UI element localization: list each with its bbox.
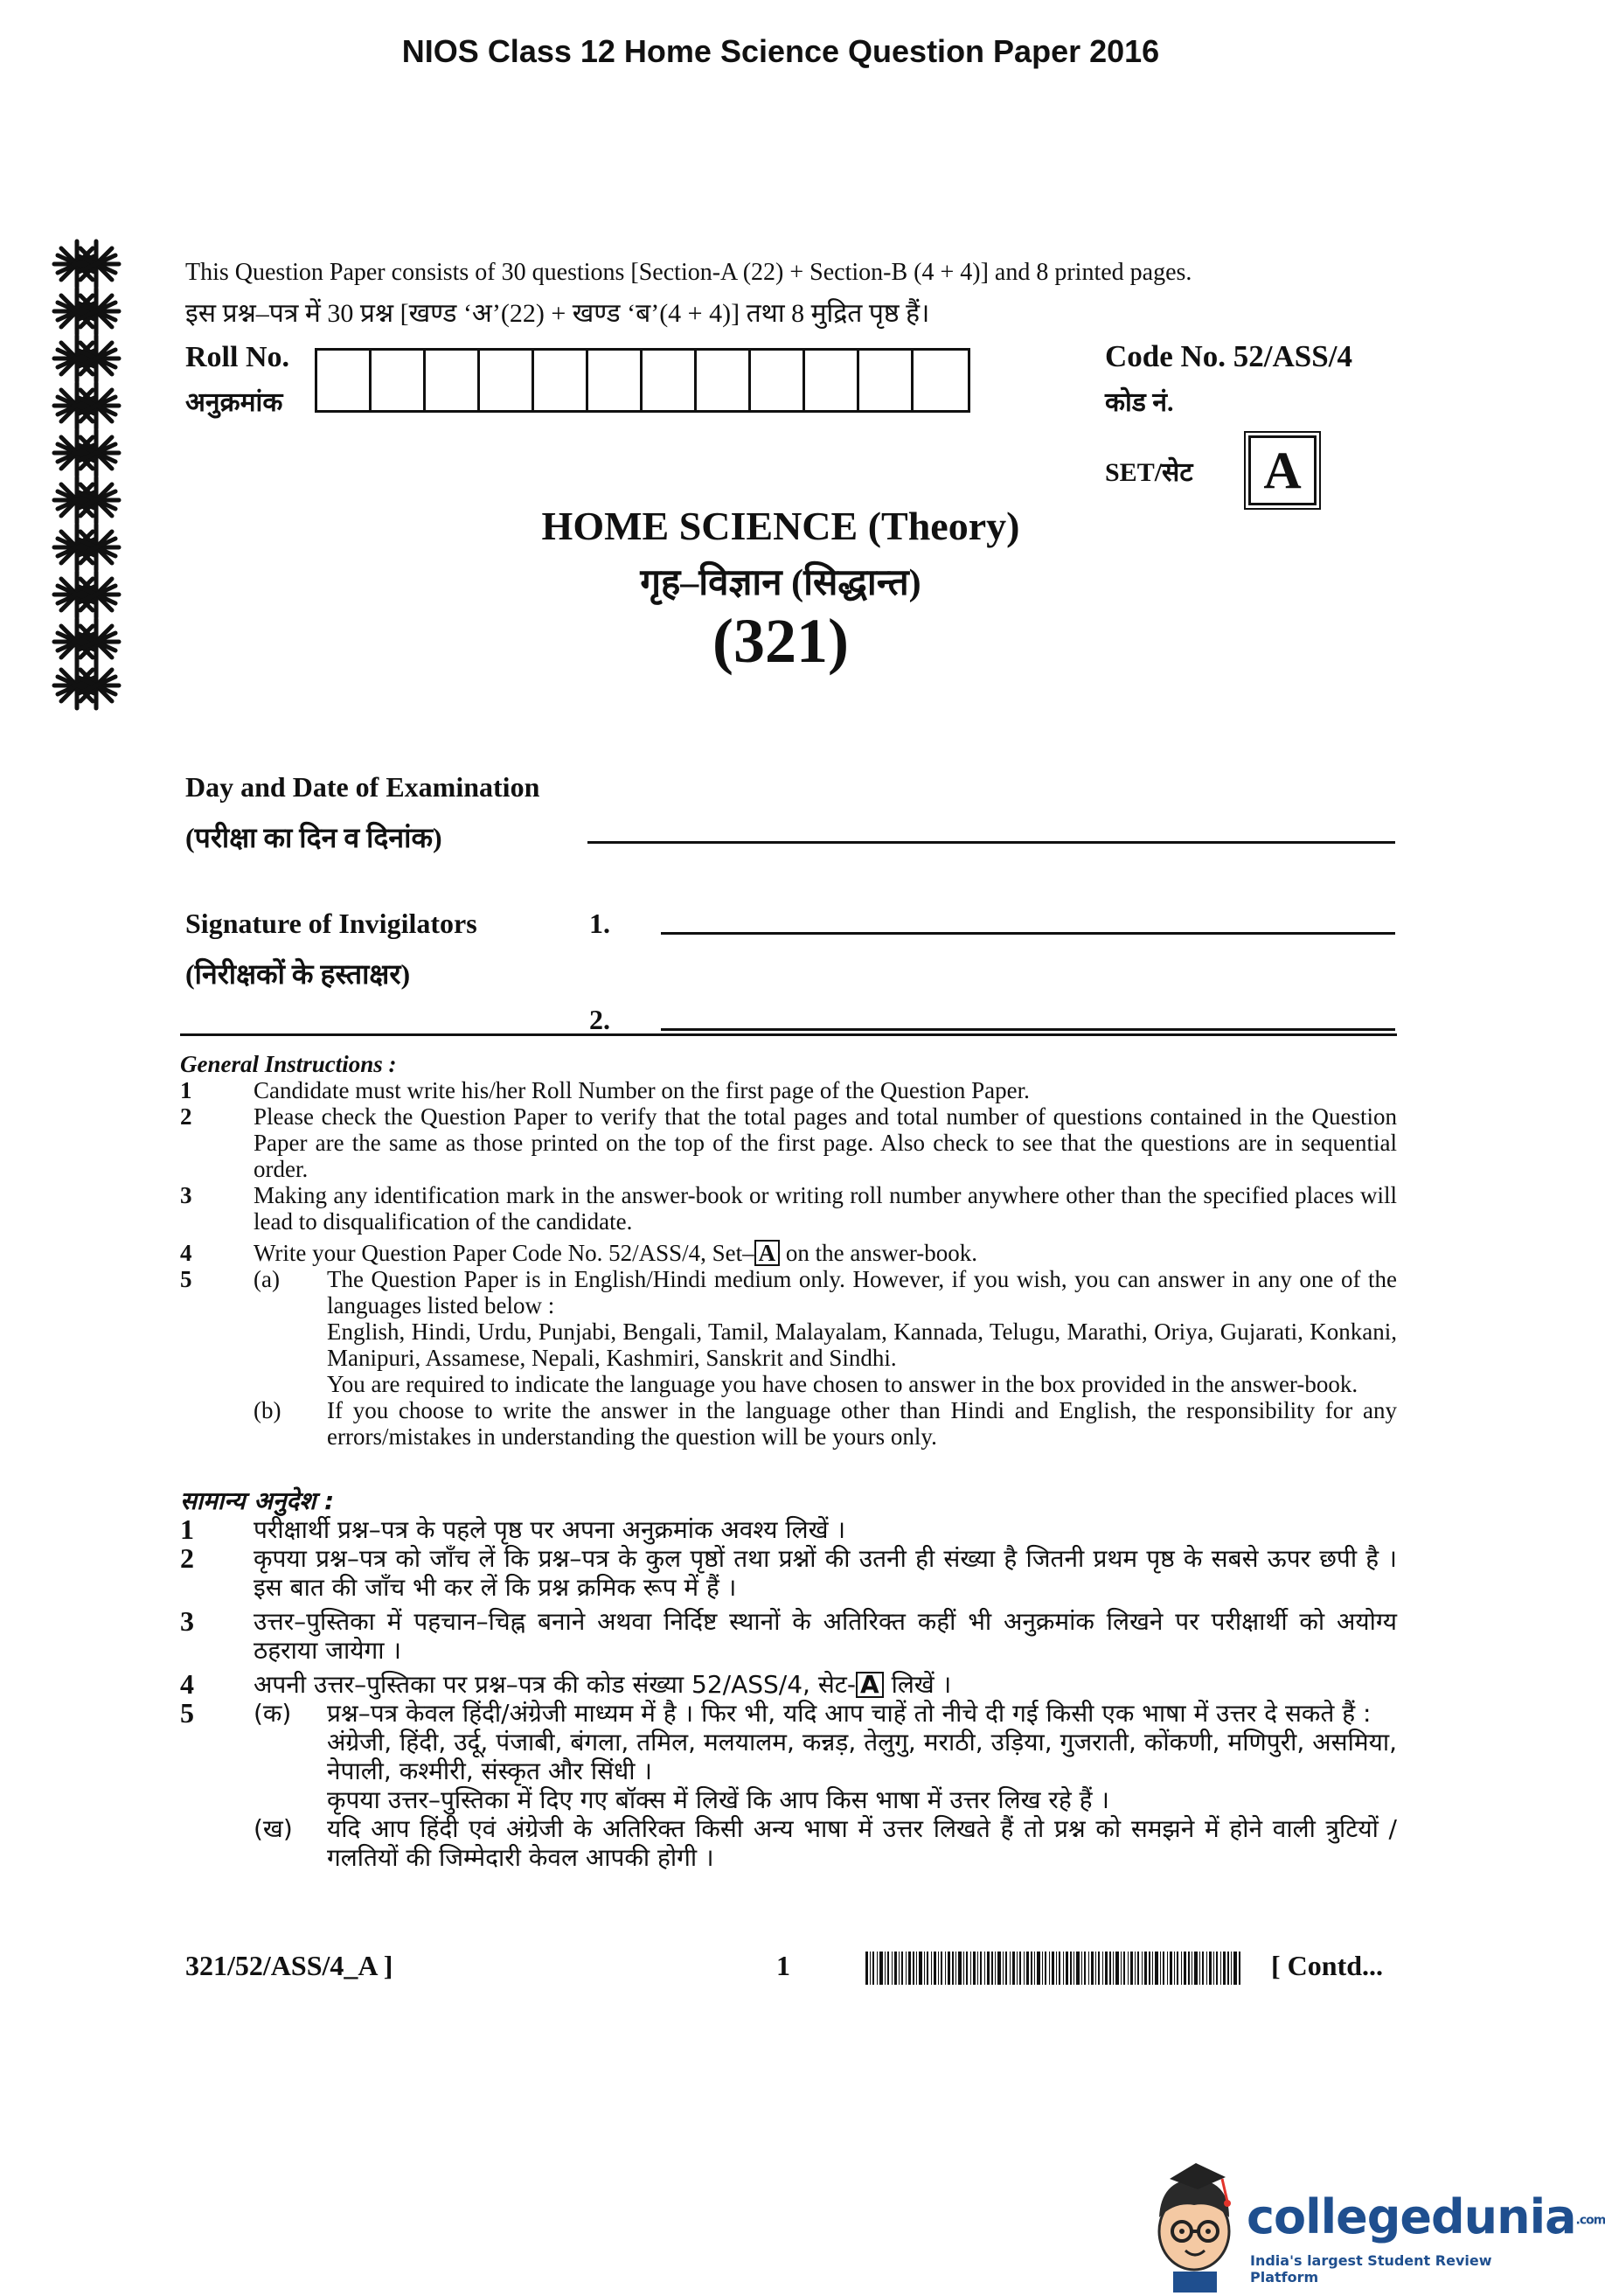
set-box-inline: A [856,1672,884,1698]
general-instructions-heading: General Instructions : [180,1051,397,1077]
instruction-item: 2 कृपया प्रश्न–पत्र को जाँच लें कि प्रश्न–पत्र के कुल पृष्ठों तथा प्रश्नों की उतनी ही संख्या है जितनी प्रथम पृष्ठ के सबसे ऊपर छपी है । इस बात की जाँच भी कर लें कि प्रश्न क्रमिक रूप में हैं । [180,1542,1397,1602]
footer-code: 321/52/ASS/4_A ] [185,1950,393,1981]
roll-digit-box[interactable] [914,351,968,410]
code-number-hi: कोड नं. [1105,388,1174,417]
subject-title-en [0,503,1561,549]
roll-digit-box[interactable] [372,351,426,410]
subject-name: HOME SCIENCE (Theory) [541,504,1020,548]
page-number: 1 [776,1950,790,1981]
roll-digit-box[interactable] [426,351,480,410]
roll-digit-box[interactable] [534,351,588,410]
brand-name: collegedunia [1247,2189,1576,2244]
brand-tagline: India's largest Student Review Platform [1250,2252,1492,2286]
day-date-label: Day and Date of Examination [185,771,540,803]
subject-code: (321) [712,606,849,676]
section-divider [180,1033,1397,1036]
banner-title: NIOS Class 12 Home Science Question Paper 2016 [401,33,1160,69]
day-date-label-hi: (परीक्षा का दिन व दिनांक) [185,822,442,853]
code-number: Code No. 52/ASS/4 [1105,339,1352,373]
collegedunia-logo[interactable] [1143,2144,1605,2293]
instruction-item: 2 Please check the Question Paper to verify that the total pages and total number of questions contained in the Question Paper are the same as those printed on the top of the first page. Also check to see that the questions are in sequential order. [180,1103,1397,1182]
instruction-item: 1 Candidate must write his/her Roll Number on the first page of the Question Paper. [180,1077,1030,1103]
roll-digit-box[interactable] [859,351,914,410]
hindi-instructions [180,1486,1397,1872]
set-label: SET/सेट [1105,458,1193,487]
instruction-item: (b) If you choose to write the answer in the language other than Hindi and English, the responsibility for any errors/mistakes in understanding the question will be yours only. [254,1397,1397,1450]
roll-digit-box[interactable] [588,351,643,410]
instruction-item: 5 (क) प्रश्न–पत्र केवल हिंदी/अंग्रेजी माध्यम में है । फिर भी, यदि आप चाहें तो नीचे दी गई किसी एक भाषा में उत्तर दे सकते हैं : अंग्रेजी, हिंदी, उर्दू, पंजाबी, बंगला, तमिल, मलयालम, कन्नड़, तेलुगु, मराठी, उड़िया, गुजराती, कोंकणी, मणिपुरी, असमिया, नेपाली, कश्मीरी, संस्कृत और सिंधी । कृपया उत्तर–पुस्तिका में दिए गए बॉक्स में लिखें कि आप किस भाषा में उत्तर लिख रहे हैं । [180,1697,1397,1814]
signature-1-label: 1. [589,908,610,939]
signature-2-line[interactable] [661,1028,1395,1031]
roll-digit-box[interactable] [697,351,751,410]
invigilator-signature-label: Signature of Invigilators [185,908,477,939]
roll-digit-box[interactable] [480,351,534,410]
day-date-line[interactable] [587,841,1395,844]
set-box-inline: A [754,1240,781,1266]
mascot-icon [1143,2144,1248,2293]
roll-number-label: Roll No. [185,341,289,373]
roll-digit-box[interactable] [643,351,697,410]
subject-title-hi: गृह–विज्ञान (सिद्धान्त) [640,563,921,603]
instruction-item: 3 उत्तर–पुस्तिका में पहचान–चिह्न बनाने अथवा निर्दिष्ट स्थानों के अतिरिक्त कहीं भी अनुक्रमांक लिखने पर परीक्षार्थी को अयोग्य ठहराया जायेगा । [180,1605,1397,1665]
paper-consists-en: This Question Paper consists of 30 questions [Section-A (22) + Section-B (4 + 4)] and 8 printed pages. [185,259,1192,286]
instruction-item: 4 Write your Question Paper Code No. 52/ASS/4, Set– A on the answer-book. [180,1240,978,1266]
roll-digit-box[interactable] [805,351,859,410]
roll-digit-box[interactable] [317,351,372,410]
hindi-instructions-heading: सामान्य अनुदेश : [180,1486,335,1515]
roll-digit-box[interactable] [751,351,805,410]
instruction-item: (ख) यदि आप हिंदी एवं अंग्रेजी के अतिरिक्त किसी अन्य भाषा में उत्तर लिखते हैं तो प्रश्न को समझने में होने वाली त्रुटियों / गलतियों की जिम्मेदारी केवल आपकी होगी । [254,1814,1397,1872]
instruction-item: 1 परीक्षार्थी प्रश्न–पत्र के पहले पृष्ठ पर अपना अनुक्रमांक अवश्य लिखें । [180,1513,846,1545]
invigilator-signature-label-hi: (निरीक्षकों के हस्ताक्षर) [185,958,411,990]
set-value-box: A [1248,435,1317,505]
continued-label: [ Contd... [1271,1950,1384,1981]
paper-consists-hi: इस प्रश्न–पत्र में 30 प्रश्न [खण्ड ‘अ’(22) + खण्ड ‘ब’(4 + 4)] तथा 8 मुद्रित पृष्ठ हैं। [185,299,930,328]
signature-1-line[interactable] [661,932,1395,935]
roll-number-boxes[interactable] [315,348,970,413]
barcode-icon [865,1952,1241,1985]
instruction-item: 4 अपनी उत्तर–पुस्तिका पर प्रश्न–पत्र की कोड संख्या 52/ASS/4, सेट- A लिखें । [180,1668,952,1700]
general-instructions [180,1051,1397,1450]
brand-suffix: .com [1575,2213,1605,2228]
roll-number-label-hi: अनुक्रमांक [185,388,283,417]
signature-2-label: 2. [589,1004,610,1035]
instruction-item: 5 (a) The Question Paper is in English/Hindi medium only. However, if you wish, you can answer in any one of the languages listed below : English, Hindi, Urdu, Punjabi, Bengali, Tamil, Malayalam, Kannada, Telugu, Marathi, Oriya, Gujarati, Konkani, Manipuri, Assamese, Nepali, Kashmiri, Sanskrit and Sindhi. You are required to indicate the language you have chosen to answer in the box provided in the answer-book. [180,1266,1397,1397]
instruction-item: 3 Making any identification mark in the answer-book or writing roll number anywhere other than the specified places will lead to disqualification of the candidate. [180,1182,1397,1235]
